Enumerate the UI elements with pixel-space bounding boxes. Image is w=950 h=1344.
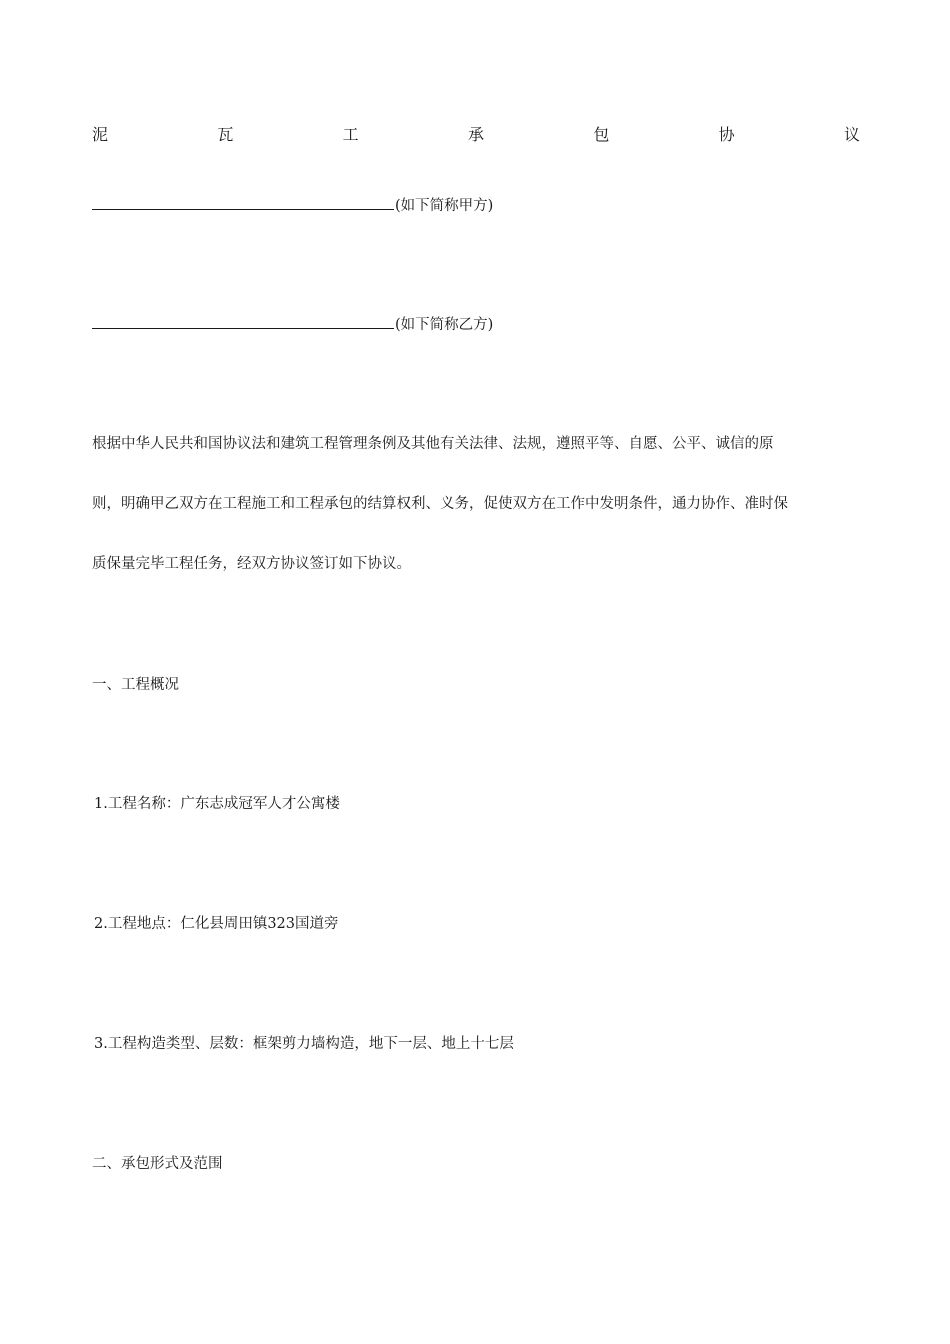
party-a-blank — [92, 194, 394, 210]
title-char: 承 — [467, 125, 484, 144]
party-b-blank — [92, 313, 394, 329]
intro-line-2: 则，明确甲乙双方在工程施工和工程承包的结算权利、义务，促使双方在工作中发明条件，通力协作、准时保 — [92, 496, 788, 512]
item-project-name: 1.工程名称：广东志成冠军人才公寓楼 — [94, 796, 340, 812]
intro-line-1: 根据中华人民共和国协议法和建筑工程管理条例及其他有关法律、法规，遵照平等、自愿、公平、诚信的原 — [92, 436, 774, 452]
title-char: 瓦 — [217, 125, 234, 144]
party-b-line — [92, 313, 493, 336]
document-title — [92, 124, 860, 146]
intro-line-3: 质保量完毕工程任务，经双方协议签订如下协议。 — [92, 556, 411, 572]
party-a-label: (如下简称甲方) — [395, 198, 494, 214]
item-project-structure: 3.工程构造类型、层数：框架剪力墙构造，地下一层、地上十七层 — [94, 1036, 514, 1052]
title-char: 工 — [342, 125, 359, 144]
title-char: 包 — [593, 125, 610, 144]
item-project-location: 2.工程地点：仁化县周田镇323国道旁 — [94, 916, 339, 932]
party-a-line — [92, 194, 493, 217]
title-char: 议 — [843, 125, 860, 144]
party-b-label: (如下简称乙方) — [395, 317, 494, 333]
title-char: 泥 — [92, 125, 109, 144]
title-char: 协 — [718, 125, 735, 144]
section-heading-2: 二、承包形式及范围 — [92, 1156, 223, 1172]
section-heading-1: 一、工程概况 — [92, 677, 179, 693]
